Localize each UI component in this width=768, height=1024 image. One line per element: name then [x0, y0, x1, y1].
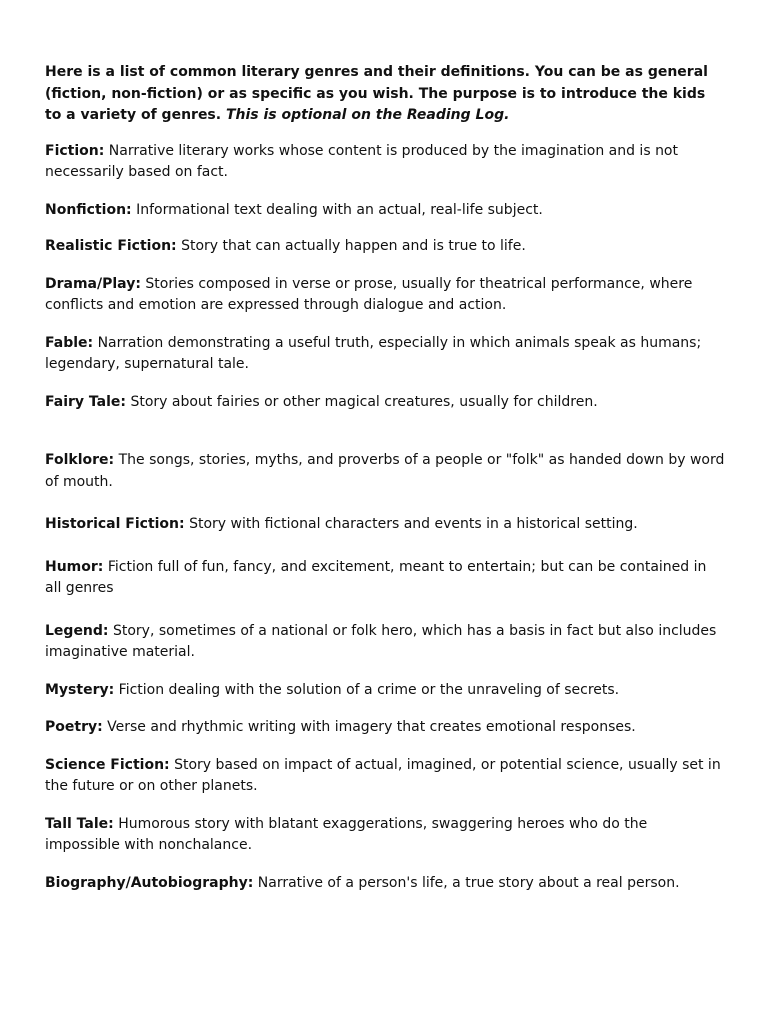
genre-term: Tall Tale:: [45, 815, 114, 832]
genre-entry-legend: [45, 621, 725, 664]
genre-term: Fairy Tale:: [45, 393, 126, 410]
genre-term: Fable:: [45, 334, 94, 351]
genre-definition: Fiction full of fun, fancy, and excitement, meant to entertain; but can be contained in all genres: [45, 558, 707, 596]
genre-term: Realistic Fiction:: [45, 238, 177, 254]
genre-entry-nonfiction: [45, 200, 725, 222]
genre-term: Historical Fiction:: [45, 516, 185, 532]
genre-definition: Story based on impact of actual, imagined, or potential science, usually set in the future or on other planets.: [45, 756, 721, 794]
genre-entry-biography: [45, 873, 725, 895]
genre-entry-fairy-tale: [45, 392, 725, 414]
genre-entry-mystery: [45, 680, 725, 702]
genre-definition: Story about fairies or other magical creatures, usually for children.: [130, 393, 598, 410]
genre-entry-tall-tale: [45, 814, 725, 857]
genre-entry-realistic-fiction: [45, 236, 725, 258]
genre-term: Humor:: [45, 558, 104, 575]
genre-term: Fiction:: [45, 142, 105, 159]
genre-term: Biography/Autobiography:: [45, 874, 254, 891]
genre-definition: Narrative literary works whose content is produced by the imagination and is not necessarily based on fact.: [45, 142, 678, 180]
intro-note: This is optional on the Reading Log.: [225, 107, 510, 123]
genre-definition: Stories composed in verse or prose, usually for theatrical performance, where conflicts and emotion are expressed through dialogue and action.: [45, 275, 693, 313]
genre-entry-historical-fiction: [45, 514, 725, 536]
genre-definition: Informational text dealing with an actual, real-life subject.: [136, 201, 543, 218]
genre-entry-humor: [45, 557, 725, 600]
genre-definition: Verse and rhythmic writing with imagery that creates emotional responses.: [107, 719, 636, 735]
genre-definition: Narrative of a person's life, a true story about a real person.: [257, 874, 680, 891]
genre-definition: The songs, stories, myths, and proverbs of a people or "folk" as handed down by word of mouth.: [45, 452, 725, 490]
genre-entry-folklore: [45, 450, 725, 493]
genre-term: Science Fiction:: [45, 756, 170, 773]
genre-entry-drama-play: [45, 274, 725, 317]
genre-entry-science-fiction: [45, 755, 725, 798]
document-page: [45, 62, 725, 894]
intro-paragraph: [45, 62, 725, 127]
genre-definition: Story that can actually happen and is true to life.: [181, 238, 526, 254]
genre-term: Drama/Play:: [45, 275, 141, 292]
genre-definition: Story with fictional characters and events in a historical setting.: [189, 516, 638, 532]
genre-entry-fable: [45, 333, 725, 376]
genre-term: Folklore:: [45, 452, 115, 468]
genre-entry-poetry: [45, 717, 725, 739]
genre-entry-fiction: [45, 141, 725, 184]
genre-term: Legend:: [45, 622, 109, 639]
intro-text: Here is a list of common literary genres and their definitions. You can be as general (fiction, non-fiction) or as specific as you wish. The purpose is to introduce the kids to a variety of genres.: [45, 64, 708, 123]
genre-definition: Narration demonstrating a useful truth, especially in which animals speak as humans; legendary, supernatural tale.: [45, 334, 702, 372]
genre-definition: Humorous story with blatant exaggerations, swaggering heroes who do the impossible with nonchalance.: [45, 815, 648, 853]
genre-term: Poetry:: [45, 719, 103, 735]
genre-definition: Fiction dealing with the solution of a crime or the unraveling of secrets.: [118, 681, 620, 698]
genre-term: Nonfiction:: [45, 201, 132, 218]
genre-term: Mystery:: [45, 681, 115, 698]
genre-definition: Story, sometimes of a national or folk hero, which has a basis in fact but also includes imaginative material.: [45, 622, 717, 660]
